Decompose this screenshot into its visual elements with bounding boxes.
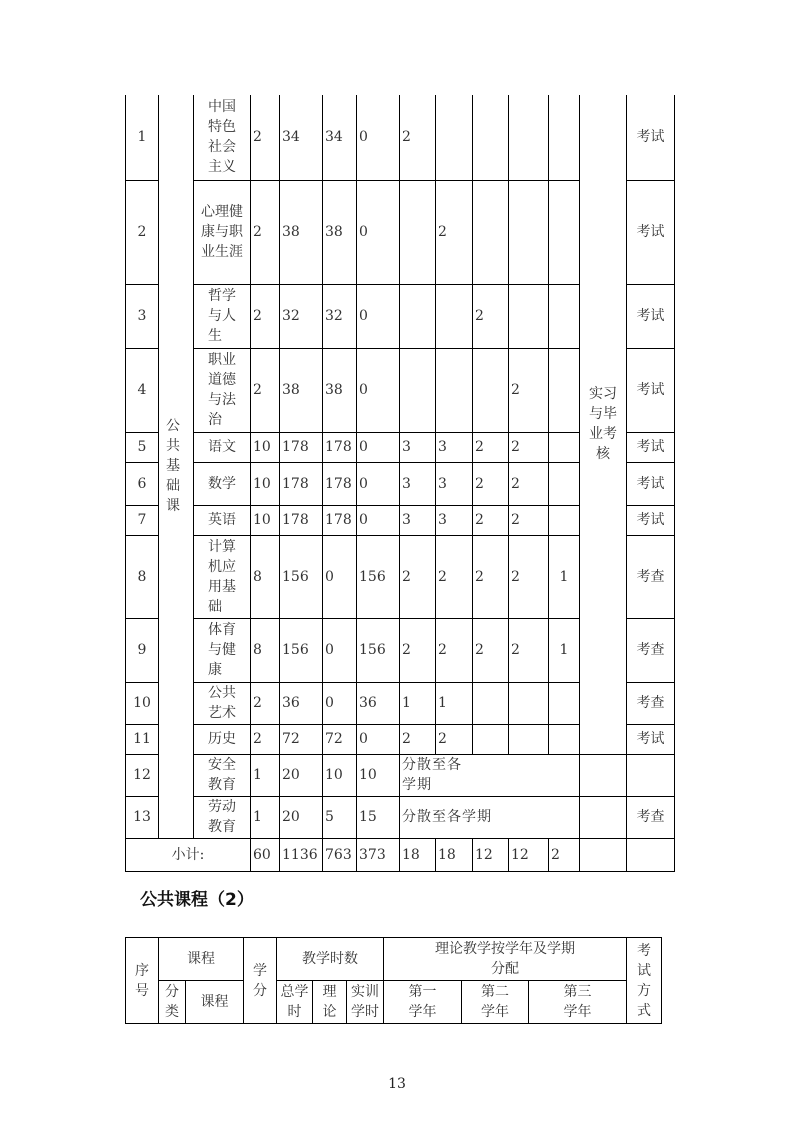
semester-1-hours: 2 <box>400 95 436 180</box>
semester-2-hours: 1 <box>436 682 473 724</box>
course-no: 6 <box>126 462 159 505</box>
course-theory-hours: 178 <box>323 505 357 535</box>
course-name: 英语 <box>208 512 236 528</box>
course-total-hours: 72 <box>280 724 323 754</box>
course-theory-hours: 10 <box>323 754 357 796</box>
course-total-hours: 178 <box>280 462 323 505</box>
semester-5-hours <box>549 180 580 284</box>
course-practice-hours: 0 <box>357 724 400 754</box>
header-category: 分类 <box>159 981 186 1024</box>
semester-5-hours <box>549 462 580 505</box>
semester-4-hours <box>509 682 549 724</box>
course-name-cell <box>194 348 251 432</box>
course-credit: 10 <box>251 432 280 462</box>
course-name-cell <box>194 724 251 754</box>
course-no: 7 <box>126 505 159 535</box>
table-row <box>126 95 675 180</box>
course-credit: 10 <box>251 462 280 505</box>
internship-cell <box>580 95 627 754</box>
category-label: 公共基础课 <box>166 418 180 515</box>
course-name-cell <box>194 754 251 796</box>
subtotal-theory: 763 <box>323 838 357 871</box>
course-assessment: 考试 <box>627 432 675 462</box>
course-practice-hours: 10 <box>357 754 400 796</box>
header-course: 课程 <box>186 981 244 1024</box>
semester-3-hours <box>473 724 509 754</box>
course-total-hours: 36 <box>280 682 323 724</box>
semester-4-hours: 2 <box>509 505 549 535</box>
subtotal-s3: 12 <box>473 838 509 871</box>
course-name: 公共艺术 <box>208 685 236 721</box>
subtotal-credit: 60 <box>251 838 280 871</box>
course-assessment: 考试 <box>627 284 675 348</box>
semester-3-hours <box>473 180 509 284</box>
course-practice-hours: 156 <box>357 535 400 618</box>
semester-5-hours: 1 <box>549 618 580 682</box>
semester-3-hours <box>473 95 509 180</box>
course-assessment: 考试 <box>627 462 675 505</box>
course-name-cell <box>194 796 251 838</box>
course-name-cell <box>194 180 251 284</box>
course-theory-hours: 0 <box>323 682 357 724</box>
course-name: 安全教育 <box>208 757 236 793</box>
course-no: 4 <box>126 348 159 432</box>
course-name: 哲学与人生 <box>208 288 236 344</box>
course-no: 10 <box>126 682 159 724</box>
course-theory-hours: 5 <box>323 796 357 838</box>
course-credit: 10 <box>251 505 280 535</box>
course-name-cell <box>194 284 251 348</box>
semester-4-hours: 2 <box>509 432 549 462</box>
course-practice-hours: 0 <box>357 348 400 432</box>
course-theory-hours: 72 <box>323 724 357 754</box>
course-assessment: 考试 <box>627 180 675 284</box>
course-assessment <box>627 754 675 796</box>
semester-3-hours: 2 <box>473 618 509 682</box>
semester-2-hours: 3 <box>436 505 473 535</box>
course-practice-hours: 36 <box>357 682 400 724</box>
course-credit: 1 <box>251 754 280 796</box>
course-practice-hours: 156 <box>357 618 400 682</box>
course-name: 体育与健康 <box>208 622 236 678</box>
course-no: 5 <box>126 432 159 462</box>
course-name-cell <box>194 462 251 505</box>
course-credit: 2 <box>251 724 280 754</box>
subtotal-s4: 12 <box>509 838 549 871</box>
subtotal-row <box>126 838 675 871</box>
header-course-group: 课程 <box>159 938 244 981</box>
course-assessment: 考试 <box>627 505 675 535</box>
semester-2-hours: 3 <box>436 432 473 462</box>
course-credit: 8 <box>251 618 280 682</box>
course-credit: 2 <box>251 682 280 724</box>
course-theory-hours: 0 <box>323 535 357 618</box>
semester-3-hours: 2 <box>473 462 509 505</box>
dispersed-cell <box>400 754 580 796</box>
course-assessment: 考试 <box>627 724 675 754</box>
semester-5-hours <box>549 432 580 462</box>
header-hours-group: 教学时数 <box>277 938 384 981</box>
section-title: 公共课程（2） <box>140 890 254 910</box>
course-total-hours: 178 <box>280 505 323 535</box>
course-theory-hours: 32 <box>323 284 357 348</box>
course-no: 3 <box>126 284 159 348</box>
semester-3-hours <box>473 348 509 432</box>
course-no: 13 <box>126 796 159 838</box>
course-credit: 2 <box>251 180 280 284</box>
semester-2-hours: 3 <box>436 462 473 505</box>
course-assessment: 考试 <box>627 95 675 180</box>
course-name: 心理健康与职业生涯 <box>201 204 243 260</box>
subtotal-s1: 18 <box>400 838 436 871</box>
semester-5-hours <box>549 95 580 180</box>
header-assess: 考试方式 <box>627 938 662 1024</box>
course-total-hours: 34 <box>280 95 323 180</box>
header-practice: 实训学时 <box>347 981 384 1024</box>
course-name: 职业道德与法治 <box>208 352 236 428</box>
course-credit: 8 <box>251 535 280 618</box>
course-total-hours: 20 <box>280 796 323 838</box>
semester-3-hours: 2 <box>473 284 509 348</box>
semester-1-hours <box>400 284 436 348</box>
course-name: 语文 <box>208 439 236 455</box>
header-theory: 理论 <box>313 981 347 1024</box>
course-total-hours: 32 <box>280 284 323 348</box>
course-name-cell <box>194 505 251 535</box>
semester-3-hours: 2 <box>473 505 509 535</box>
course-assessment: 考查 <box>627 682 675 724</box>
subtotal-practice: 373 <box>357 838 400 871</box>
course-theory-hours: 178 <box>323 462 357 505</box>
course-practice-hours: 0 <box>357 462 400 505</box>
course-name: 历史 <box>208 731 236 747</box>
course-total-hours: 38 <box>280 348 323 432</box>
course-total-hours: 20 <box>280 754 323 796</box>
semester-2-hours: 2 <box>436 618 473 682</box>
semester-5-hours: 1 <box>549 535 580 618</box>
course-no: 9 <box>126 618 159 682</box>
course-total-hours: 156 <box>280 535 323 618</box>
table-row <box>126 754 675 796</box>
semester-5-hours <box>549 724 580 754</box>
semester-1-hours: 2 <box>400 724 436 754</box>
subtotal-assessment <box>627 838 675 871</box>
semester-4-hours <box>509 284 549 348</box>
course-practice-hours: 0 <box>357 505 400 535</box>
semester-2-hours <box>436 284 473 348</box>
semester-2-hours: 2 <box>436 180 473 284</box>
dispersed-text: 分散至各学期 <box>402 757 462 793</box>
semester-6-cell <box>580 754 627 796</box>
semester-1-hours: 3 <box>400 432 436 462</box>
course-credit: 2 <box>251 95 280 180</box>
course-name: 劳动教育 <box>208 799 236 835</box>
course-name-cell <box>194 535 251 618</box>
dispersed-text: 分散至各学期 <box>402 809 492 825</box>
course-practice-hours: 0 <box>357 432 400 462</box>
header-credit: 学分 <box>244 938 277 1024</box>
course-no: 2 <box>126 180 159 284</box>
table-row <box>126 796 675 838</box>
subtotal-s2: 18 <box>436 838 473 871</box>
course-name: 中国特色社会主义 <box>208 99 236 176</box>
course-no: 1 <box>126 95 159 180</box>
semester-2-hours <box>436 348 473 432</box>
course-assessment: 考查 <box>627 618 675 682</box>
semester-1-hours: 1 <box>400 682 436 724</box>
course-name: 数学 <box>208 475 236 492</box>
course-assessment: 考试 <box>627 348 675 432</box>
header-year2: 第二学年 <box>462 981 529 1024</box>
course-theory-hours: 38 <box>323 348 357 432</box>
course-credit: 1 <box>251 796 280 838</box>
dispersed-cell <box>400 796 580 838</box>
course-theory-hours: 178 <box>323 432 357 462</box>
header-total-hours: 总学时 <box>277 981 313 1024</box>
course-name-cell <box>194 682 251 724</box>
course-header-table <box>125 937 662 1024</box>
course-credit: 2 <box>251 348 280 432</box>
semester-4-hours: 2 <box>509 535 549 618</box>
course-no: 8 <box>126 535 159 618</box>
course-practice-hours: 0 <box>357 284 400 348</box>
semester-3-hours: 2 <box>473 535 509 618</box>
semester-1-hours: 2 <box>400 535 436 618</box>
course-total-hours: 156 <box>280 618 323 682</box>
subtotal-s5: 2 <box>549 838 580 871</box>
semester-4-hours: 2 <box>509 348 549 432</box>
header-seq: 序号 <box>126 938 159 1024</box>
semester-3-hours: 2 <box>473 432 509 462</box>
semester-1-hours <box>400 180 436 284</box>
course-practice-hours: 15 <box>357 796 400 838</box>
course-practice-hours: 0 <box>357 180 400 284</box>
semester-4-hours <box>509 95 549 180</box>
semester-4-hours <box>509 180 549 284</box>
course-name-cell <box>194 432 251 462</box>
course-theory-hours: 38 <box>323 180 357 284</box>
course-no: 11 <box>126 724 159 754</box>
subtotal-semester-6 <box>580 838 627 871</box>
internship-label: 实习与毕业考核 <box>589 386 617 463</box>
course-total-hours: 38 <box>280 180 323 284</box>
course-theory-hours: 34 <box>323 95 357 180</box>
semester-2-hours <box>436 95 473 180</box>
course-credit: 2 <box>251 284 280 348</box>
semester-1-hours: 3 <box>400 462 436 505</box>
course-practice-hours: 0 <box>357 95 400 180</box>
header-year3: 第三学年 <box>529 981 627 1024</box>
semester-1-hours: 3 <box>400 505 436 535</box>
course-assessment: 考查 <box>627 796 675 838</box>
course-name-cell <box>194 95 251 180</box>
course-name: 计算机应用基础 <box>208 538 236 615</box>
category-cell <box>159 95 194 838</box>
course-no: 12 <box>126 754 159 796</box>
semester-5-hours <box>549 284 580 348</box>
semester-2-hours: 2 <box>436 724 473 754</box>
semester-5-hours <box>549 348 580 432</box>
course-theory-hours: 0 <box>323 618 357 682</box>
semester-5-hours <box>549 682 580 724</box>
semester-1-hours <box>400 348 436 432</box>
semester-4-hours: 2 <box>509 462 549 505</box>
header-distribution: 理论教学按学年及学期分配 <box>384 938 627 981</box>
course-total-hours: 178 <box>280 432 323 462</box>
course-name-cell <box>194 618 251 682</box>
semester-4-hours: 2 <box>509 618 549 682</box>
semester-6-cell <box>580 796 627 838</box>
semester-1-hours: 2 <box>400 618 436 682</box>
semester-4-hours <box>509 724 549 754</box>
subtotal-total: 1136 <box>280 838 323 871</box>
page-number: 13 <box>388 1076 406 1092</box>
course-table <box>125 95 675 872</box>
semester-5-hours <box>549 505 580 535</box>
semester-3-hours <box>473 682 509 724</box>
subtotal-label: 小计: <box>126 838 251 871</box>
header-year1: 第一学年 <box>384 981 462 1024</box>
course-assessment: 考查 <box>627 535 675 618</box>
semester-2-hours: 2 <box>436 535 473 618</box>
